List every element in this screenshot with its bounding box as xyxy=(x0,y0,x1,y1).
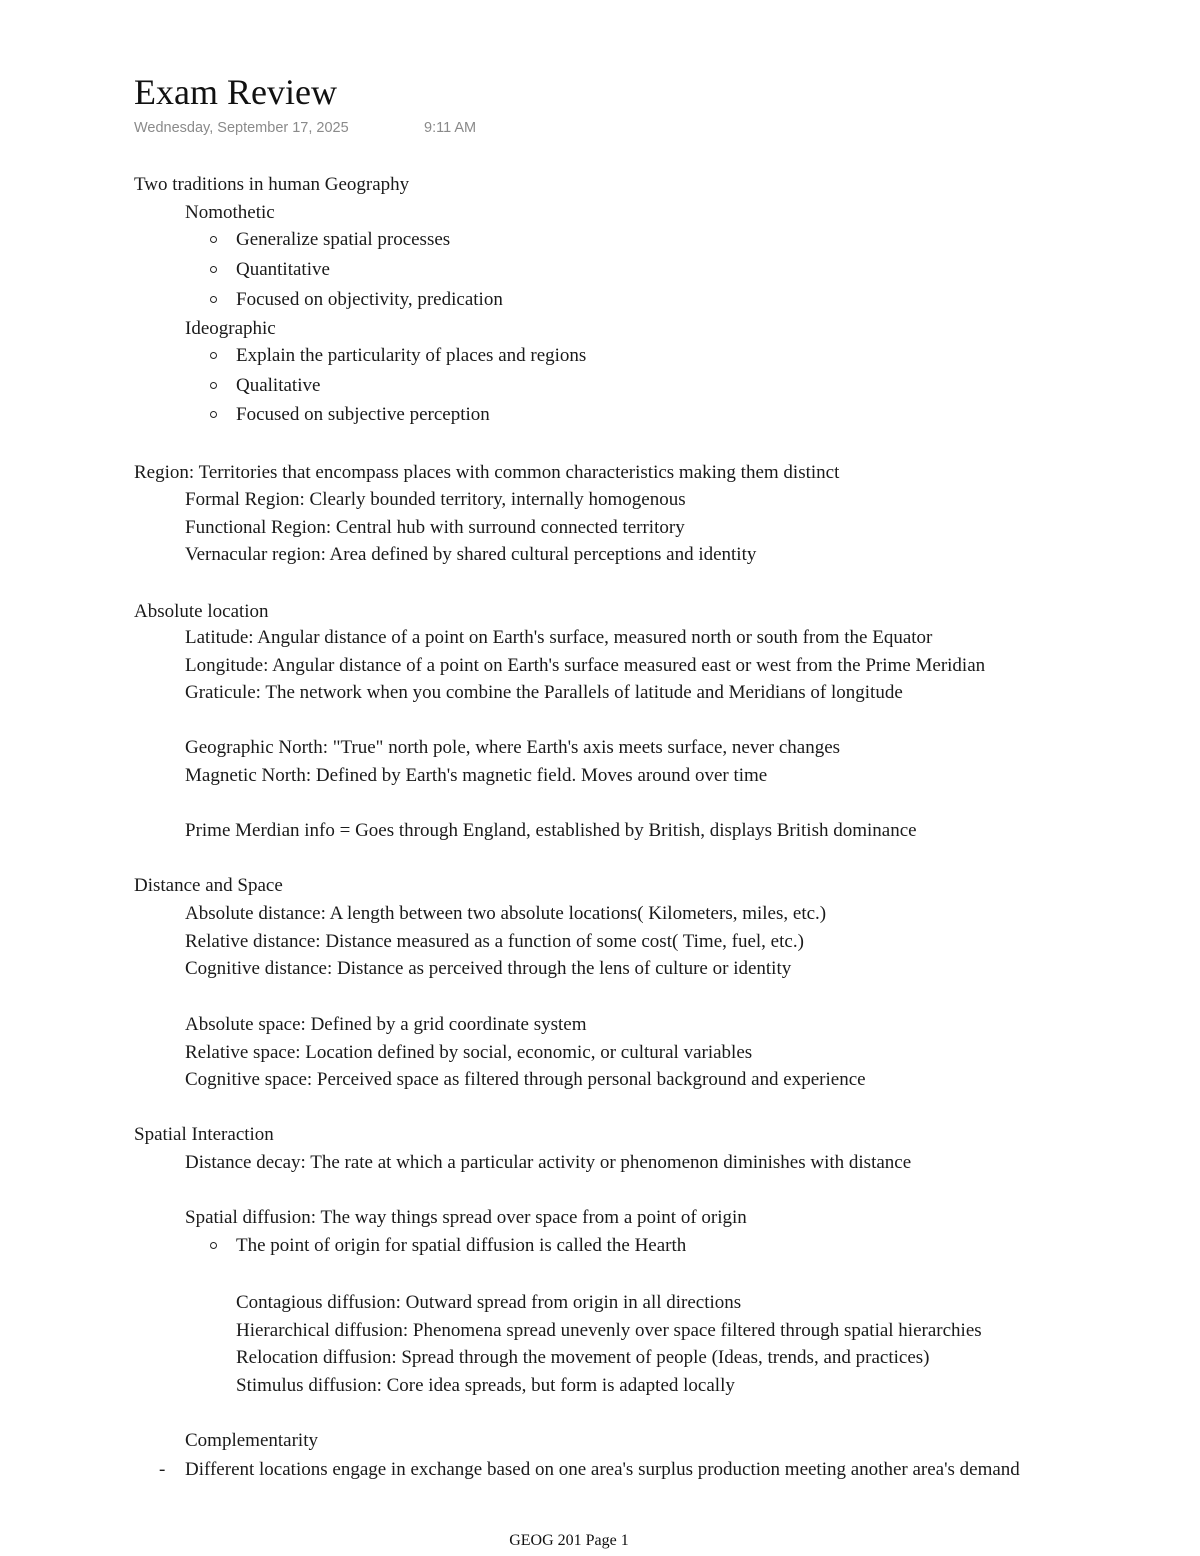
circle-bullet-icon xyxy=(210,266,217,273)
section-heading-distance-space: Distance and Space xyxy=(134,875,283,896)
subheading-ideographic: Ideographic xyxy=(185,318,276,339)
list-item: Graticule: The network when you combine the Parallels of latitude and Meridians of longitude xyxy=(185,682,903,703)
list-item: Latitude: Angular distance of a point on Earth's surface, measured north or south from the Equator xyxy=(185,627,933,648)
page-date: Wednesday, September 17, 2025 xyxy=(134,120,349,136)
circle-bullet-icon xyxy=(210,1242,217,1249)
list-item: Relocation diffusion: Spread through the movement of people (Ideas, trends, and practices) xyxy=(236,1347,930,1368)
list-item: Quantitative xyxy=(236,259,330,280)
list-item: Relative distance: Distance measured as a function of some cost( Time, fuel, etc.) xyxy=(185,931,804,952)
list-item: Focused on objectivity, predication xyxy=(236,289,503,310)
list-item: Hierarchical diffusion: Phenomena spread unevenly over space filtered through spatial hierarchies xyxy=(236,1320,982,1341)
circle-bullet-icon xyxy=(210,352,217,359)
circle-bullet-icon xyxy=(210,382,217,389)
page-footer: GEOG 201 Page 1 xyxy=(509,1532,629,1549)
list-item: Geographic North: "True" north pole, where Earth's axis meets surface, never changes xyxy=(185,737,841,758)
list-item: Relative space: Location defined by social, economic, or cultural variables xyxy=(185,1042,753,1063)
dash-bullet-icon: - xyxy=(159,1459,166,1480)
list-item: Absolute space: Defined by a grid coordinate system xyxy=(185,1014,587,1035)
circle-bullet-icon xyxy=(210,236,217,243)
section-heading-absolute-location: Absolute location xyxy=(134,601,269,622)
list-item: Spatial diffusion: The way things spread over space from a point of origin xyxy=(185,1207,747,1228)
page-time: 9:11 AM xyxy=(424,120,477,136)
list-item: Magnetic North: Defined by Earth's magnetic field. Moves around over time xyxy=(185,765,768,786)
list-item: Explain the particularity of places and regions xyxy=(236,345,587,366)
list-item: Vernacular region: Area defined by shared cultural perceptions and identity xyxy=(185,544,757,565)
list-item: Generalize spatial processes xyxy=(236,229,451,250)
page-title: Exam Review xyxy=(134,72,337,112)
section-heading-spatial-interaction: Spatial Interaction xyxy=(134,1124,274,1145)
list-item: Functional Region: Central hub with surround connected territory xyxy=(185,517,685,538)
list-item: Qualitative xyxy=(236,375,321,396)
list-item: Focused on subjective perception xyxy=(236,404,490,425)
list-item: Distance decay: The rate at which a particular activity or phenomenon diminishes with distance xyxy=(185,1152,912,1173)
circle-bullet-icon xyxy=(210,296,217,303)
list-item: The point of origin for spatial diffusion is called the Hearth xyxy=(236,1235,687,1256)
subheading-complementarity: Complementarity xyxy=(185,1430,318,1451)
list-item: Longitude: Angular distance of a point on Earth's surface measured east or west from the Prime Meridian xyxy=(185,655,986,676)
circle-bullet-icon xyxy=(210,411,217,418)
list-item: Contagious diffusion: Outward spread from origin in all directions xyxy=(236,1292,742,1313)
list-item: Prime Merdian info = Goes through England, established by British, displays British dominance xyxy=(185,820,917,841)
list-item: Different locations engage in exchange based on one area's surplus production meeting another area's demand xyxy=(185,1459,1020,1480)
list-item: Absolute distance: A length between two absolute locations( Kilometers, miles, etc.) xyxy=(185,903,827,924)
section-heading-region: Region: Territories that encompass places with common characteristics making them distinct xyxy=(134,462,840,483)
list-item: Cognitive space: Perceived space as filtered through personal background and experience xyxy=(185,1069,866,1090)
section-heading-traditions: Two traditions in human Geography xyxy=(134,174,410,195)
list-item: Formal Region: Clearly bounded territory, internally homogenous xyxy=(185,489,686,510)
list-item: Stimulus diffusion: Core idea spreads, but form is adapted locally xyxy=(236,1375,735,1396)
list-item: Cognitive distance: Distance as perceived through the lens of culture or identity xyxy=(185,958,792,979)
subheading-nomothetic: Nomothetic xyxy=(185,202,275,223)
